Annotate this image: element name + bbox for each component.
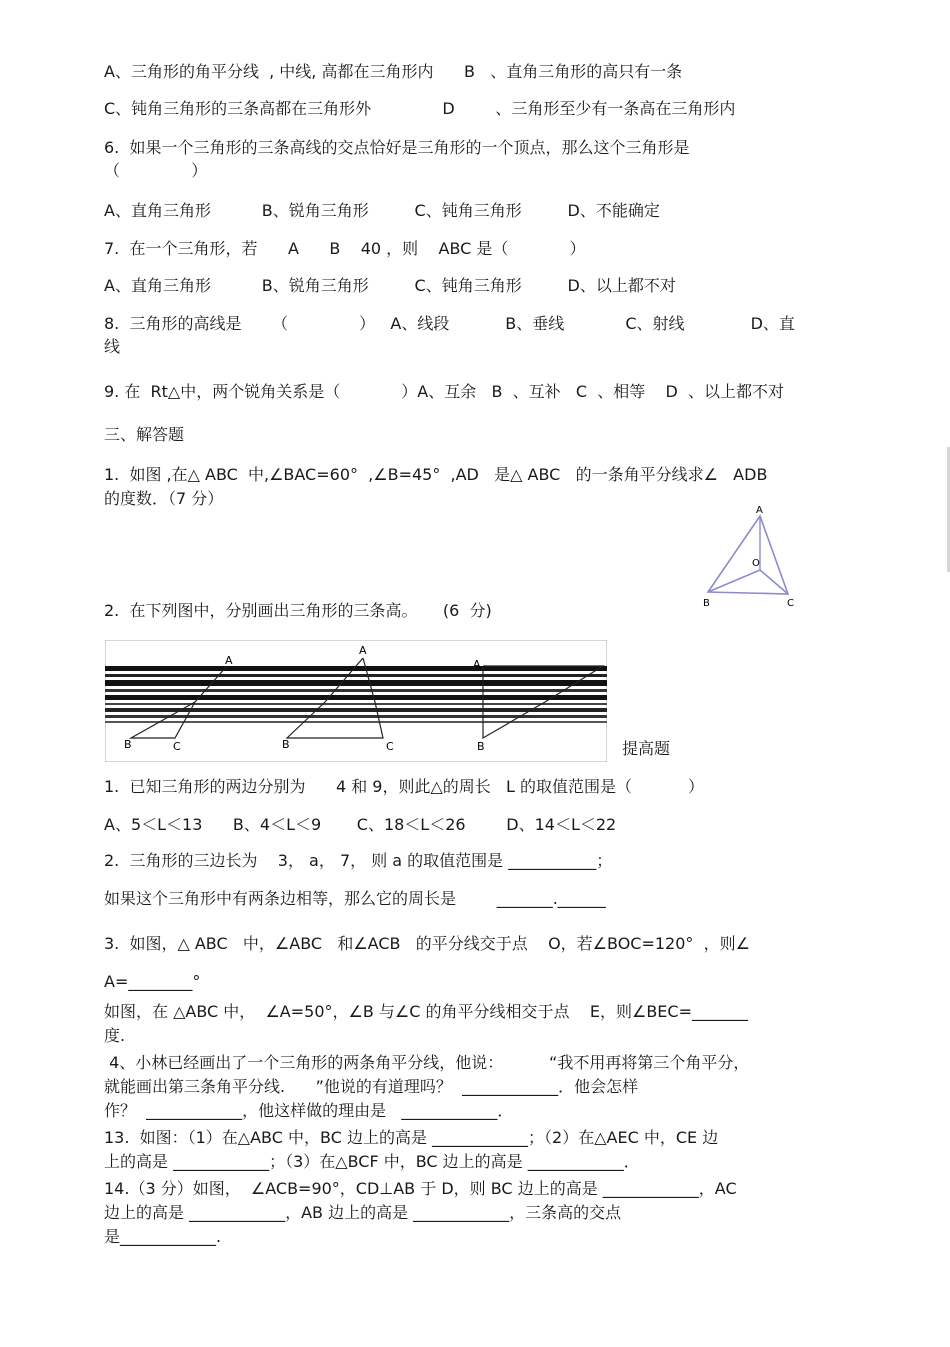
section-3-heading: 三、解答题 — [104, 425, 185, 444]
improve-1-question: 1. 已知三角形的两边分别为 4 和 9，则此△的周长 L 的取值范围是（ ） — [104, 777, 704, 796]
improve-1-options: A、5＜L＜13 B、4＜L＜9 C、18＜L＜26 D、14＜L＜22 — [104, 815, 617, 834]
q6-bracket: （ ） — [104, 161, 208, 180]
q7-options: A、直角三角形 B、锐角三角形 C、钝角三角形 D、以上都不对 — [104, 276, 676, 295]
tri3-label-b: B — [477, 740, 485, 753]
solve-2-question: 2. 在下列图中，分别画出三角形的三条高。 (6 分) — [104, 601, 492, 620]
q5-options-ab: A、三角形的角平分线 , 中线, 高都在三角形内 B 、直角三角形的高只有一条 — [104, 62, 683, 81]
heights-figure — [105, 640, 607, 762]
tri1-label-a: A — [225, 654, 233, 667]
improve-3-question: 3. 如图，△ ABC 中，∠ABC 和∠ACB 的平分线交于点 O，若∠BOC=120° ，则∠ — [104, 934, 750, 953]
improve-3b-question: 如图，在 △ABC 中， ∠A=50°，∠B 与∠C 的角平分线相交于点 E，则∠BEC=_______ — [104, 1002, 748, 1021]
tri2-label-a: A — [359, 644, 367, 657]
triangle-figure — [700, 500, 810, 610]
tri1-label-c: C — [173, 740, 181, 753]
improve-2-question-cont: 如果这个三角形中有两条边相等，那么它的周长是 _______.______ — [104, 889, 606, 908]
improve-3-answer: A=________° — [104, 972, 201, 991]
q14-line-2: 边上的高是 ____________，AB 边上的高是 ____________，三条高的交点 — [104, 1203, 622, 1222]
q8-question: 8. 三角形的高线是 （ ） A、线段 B、垂线 C、射线 D、直 — [104, 314, 795, 333]
tri2-label-c: C — [386, 740, 394, 753]
triangle-outline — [708, 516, 788, 594]
solve-1-question: 1. 如图 ,在△ ABC 中,∠BAC=60° ,∠B=45° ,AD 是△ ABC 的一条角平分线求∠ ADB — [104, 465, 768, 484]
q6-options: A、直角三角形 B、锐角三角形 C、钝角三角形 D、不能确定 — [104, 201, 660, 220]
solve-1-question-cont: 的度数．（7 分） — [104, 489, 224, 508]
vertex-c-label: C — [787, 598, 794, 609]
tri3-label-a: A — [473, 658, 481, 671]
improve-4-line-2: 就能画出第三条角平分线. ”他说的有道理吗？ ____________．他会怎样 — [104, 1077, 639, 1096]
q9-question: 9. 在 Rt△中，两个锐角关系是（ ）A、互余 B 、互补 C 、相等 D 、以上都不对 — [104, 382, 785, 401]
point-o-label: O — [752, 558, 760, 569]
q6-question: 6. 如果一个三角形的三条高线的交点恰好是三角形的一个顶点，那么这个三角形是 — [104, 138, 690, 157]
improve-heading: 提高题 — [622, 739, 671, 758]
vertex-b-label: B — [703, 598, 710, 609]
tri1-label-b: B — [124, 738, 132, 751]
q13-line-2: 上的高是 ____________；（3）在△BCF 中，BC 边上的高是 ____________． — [104, 1152, 640, 1171]
q5-options-cd: C、钝角三角形的三条高都在三角形外 D 、三角形至少有一条高在三角形内 — [104, 99, 736, 118]
vertex-a-label: A — [756, 505, 763, 516]
q14-line-1: 14.（3 分）如图， ∠ACB=90°，CD⊥AB 于 D，则 BC 边上的高是 ____________，AC — [104, 1179, 737, 1198]
q8-question-cont: 线 — [104, 337, 121, 356]
improve-2-question: 2. 三角形的三边长为 3， a， 7， 则 a 的取值范围是 ___________； — [104, 851, 613, 870]
q7-question: 7. 在一个三角形，若 A B 40 ，则 ABC 是（ ） — [104, 239, 586, 258]
q13-line-1: 13. 如图：（1）在△ABC 中，BC 边上的高是 ____________；（2）在△AEC 中，CE 边 — [104, 1128, 719, 1147]
tri2-label-b: B — [282, 738, 290, 751]
improve-4-line-3: 作？ ____________，他这样做的理由是 ____________． — [104, 1101, 514, 1120]
improve-4-line-1: 4、小林已经画出了一个三角形的两条角平分线，他说： “我不用再将第三个角平分， — [104, 1053, 750, 1072]
improve-3b-question-cont: 度. — [104, 1026, 126, 1045]
q14-line-3: 是____________. — [104, 1227, 222, 1246]
